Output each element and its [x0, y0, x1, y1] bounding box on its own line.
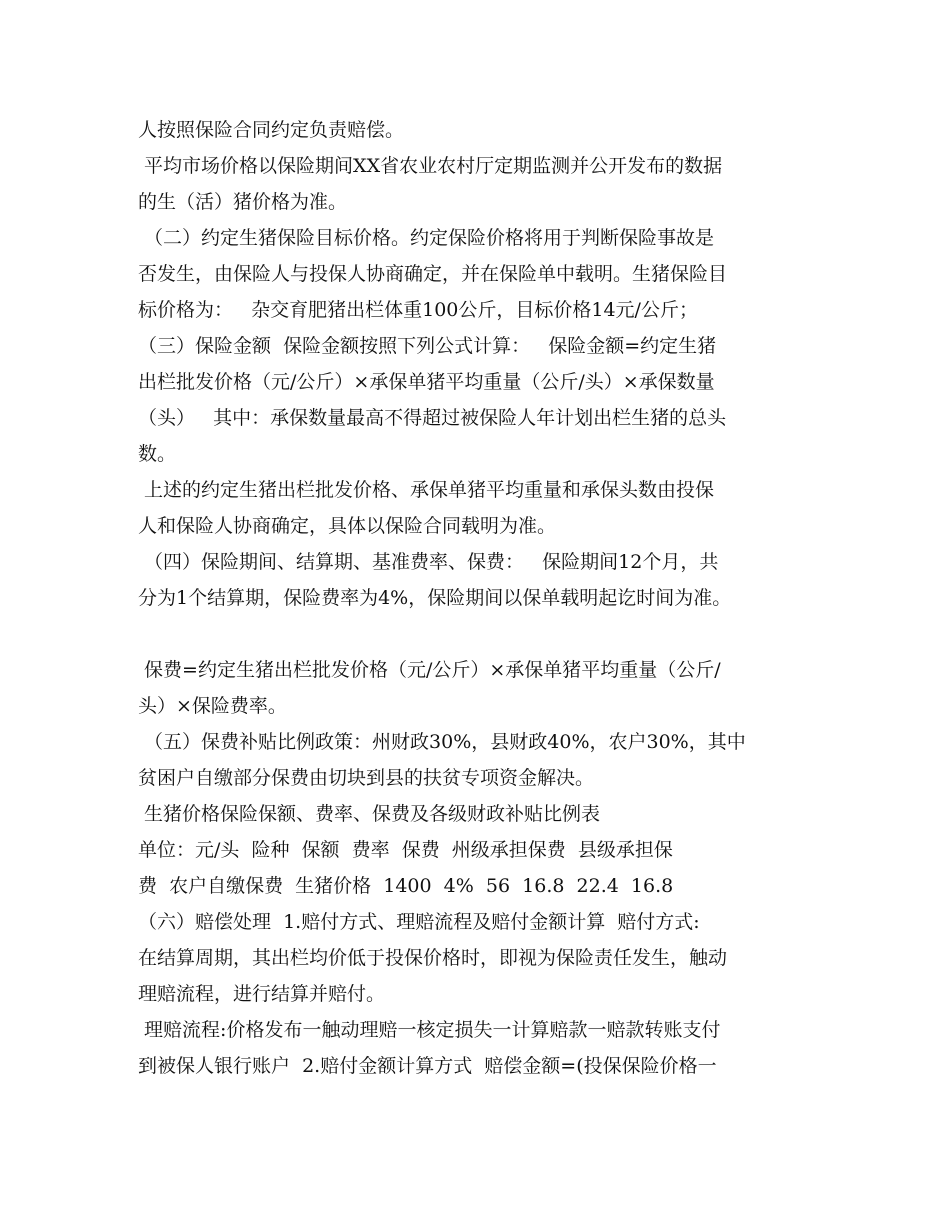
text-line: 出栏批发价格（元/公斤）×承保单猪平均重量（公斤/头）×承保数量 [138, 371, 715, 393]
text-line: （二）约定生猪保险目标价格。约定保险价格将用于判断保险事故是 [138, 227, 715, 249]
text-line: 标价格为： 杂交育肥猪出栏体重100公斤，目标价格14元/公斤； [138, 299, 698, 321]
text-line: 费 农户自缴保费 生猪价格 1400 4% 56 16.8 22.4 16.8 [138, 875, 674, 897]
text-line: （三）保险金额 保险金额按照下列公式计算： 保险金额=约定生猪 [138, 335, 717, 357]
text-line: 上述的约定生猪出栏批发价格、承保单猪平均重量和承保头数由投保 [138, 479, 715, 501]
text-line: 到被保人银行账户 2.赔付金额计算方式 赔偿金额=(投保保险价格一 [138, 1055, 717, 1077]
text-line: 生猪价格保险保额、费率、保费及各级财政补贴比例表 [138, 803, 601, 825]
text-line: 的生（活）猪价格为准。 [138, 191, 348, 213]
text-line: 贫困户自缴部分保费由切块到县的扶贫专项资金解决。 [138, 767, 595, 789]
text-line: （六）赔偿处理 1.赔付方式、理赔流程及赔付金额计算 赔付方式: [138, 911, 700, 933]
text-line: 单位：元/头 险种 保额 费率 保费 州级承担保费 县级承担保 [138, 839, 673, 861]
text-line: 保费=约定生猪出栏批发价格（元/公斤）×承保单猪平均重量（公斤/ [138, 659, 721, 681]
text-line: 在结算周期，其出栏均价低于投保价格时，即视为保险责任发生，触动 [138, 947, 728, 969]
text-line: 理赔流程，进行结算并赔付。 [138, 983, 386, 1005]
text-line: 理赔流程:价格发布一触动理赔一核定损失一计算赔款一赔款转账支付 [138, 1019, 721, 1041]
text-line: （四）保险期间、结算期、基准费率、保费： 保险期间12个月，共 [138, 551, 719, 573]
text-line: 分为1个结算期，保险费率为4%，保险期间以保单载明起讫时间为准。 [138, 587, 732, 609]
text-line: （头） 其中：承保数量最高不得超过被保险人年计划出栏生猪的总头 [138, 407, 727, 429]
text-line: 数。 [138, 443, 177, 465]
text-line: 头）×保险费率。 [138, 695, 287, 717]
text-line: 否发生，由保险人与投保人协商确定，并在保险单中载明。生猪保险目 [138, 263, 728, 285]
text-line: （五）保费补贴比例政策：州财政30%，县财政40%，农户30%，其中 [138, 731, 746, 753]
text-line: 人和保险人协商确定，具体以保险合同载明为准。 [138, 515, 557, 537]
text-line: 人按照保险合同约定负责赔偿。 [138, 119, 405, 141]
text-line: 平均市场价格以保险期间XX省农业农村厅定期监测并公开发布的数据 [138, 155, 723, 177]
